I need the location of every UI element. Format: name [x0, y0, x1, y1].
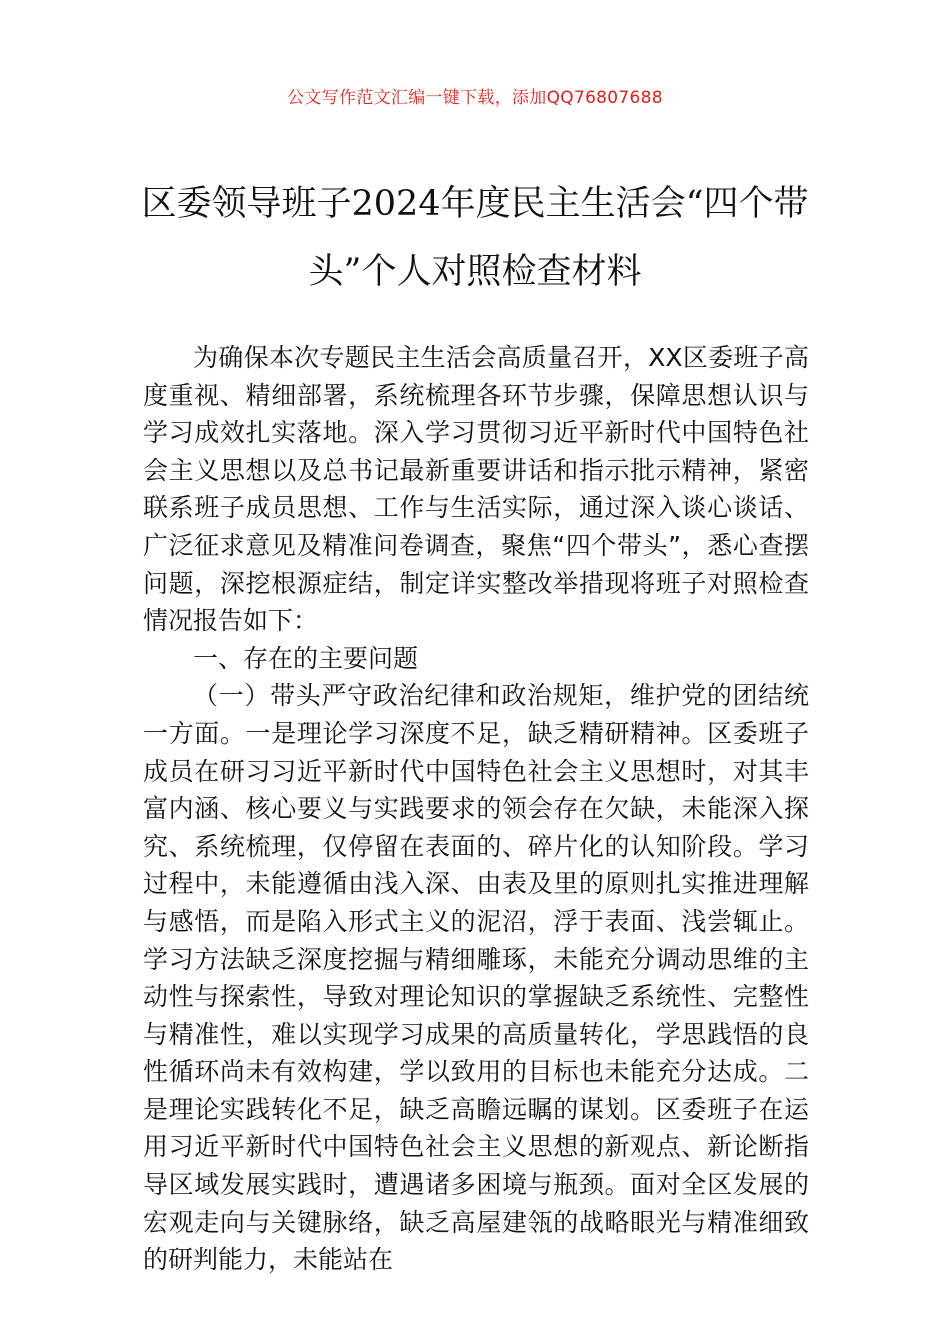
section-heading: 一、存在的主要问题 — [193, 643, 419, 673]
document-body — [143, 339, 809, 1279]
download-notice: 公文写作范文汇编一键下载，添加QQ76807688 — [287, 88, 663, 108]
document-title: 区委领导班子2024年度民主生活会“四个带头”个人对照检查材料 — [141, 184, 809, 292]
intro-paragraph: 为确保本次专题民主生活会高质量召开，XX区委班子高度重视、精细部署，系统梳理各环节步骤，保障思想认识与学习成效扎实落地。深入学习贯彻习近平新时代中国特色社会主义思想以及总书记最新重要讲话和指示批示精神，紧密联系班子成员思想、工作与生活实际，通过深入谈心谈话、广泛征求意见及精准问卷调查，聚焦“四个带头”，悉心查摆问题，深挖根源症结，制定详实整改举措现将班子对照检查情况报告如下： — [143, 343, 809, 636]
section-paragraph: （一）带头严守政治纪律和政治规矩，维护党的团结统一方面。一是理论学习深度不足，缺乏精研精神。区委班子成员在研习习近平新时代中国特色社会主义思想时，对其丰富内涵、核心要义与实践要求的领会存在欠缺，未能深入探究、系统梳理，仅停留在表面的、碎片化的认知阶段。学习过程中，未能遵循由浅入深、由表及里的原则扎实推进理解与感悟，而是陷入形式主义的泥沼，浮于表面、浅尝辄止。学习方法缺乏深度挖掘与精细雕琢，未能充分调动思维的主动性与探索性，导致对理论知识的掌握缺乏系统性、完整性与精准性，难以实现学习成果的高质量转化，学思践悟的良性循环尚未有效构建，学以致用的目标也未能充分达成。二是理论实践转化不足，缺乏高瞻远瞩的谋划。区委班子在运用习近平新时代中国特色社会主义思想的新观点、新论断指导区域发展实践时，遭遇诸多困境与瓶颈。面对全区发展的宏观走向与关键脉络，缺乏高屋建瓴的战略眼光与精准细致的研判能力，未能站在 — [143, 681, 809, 1275]
